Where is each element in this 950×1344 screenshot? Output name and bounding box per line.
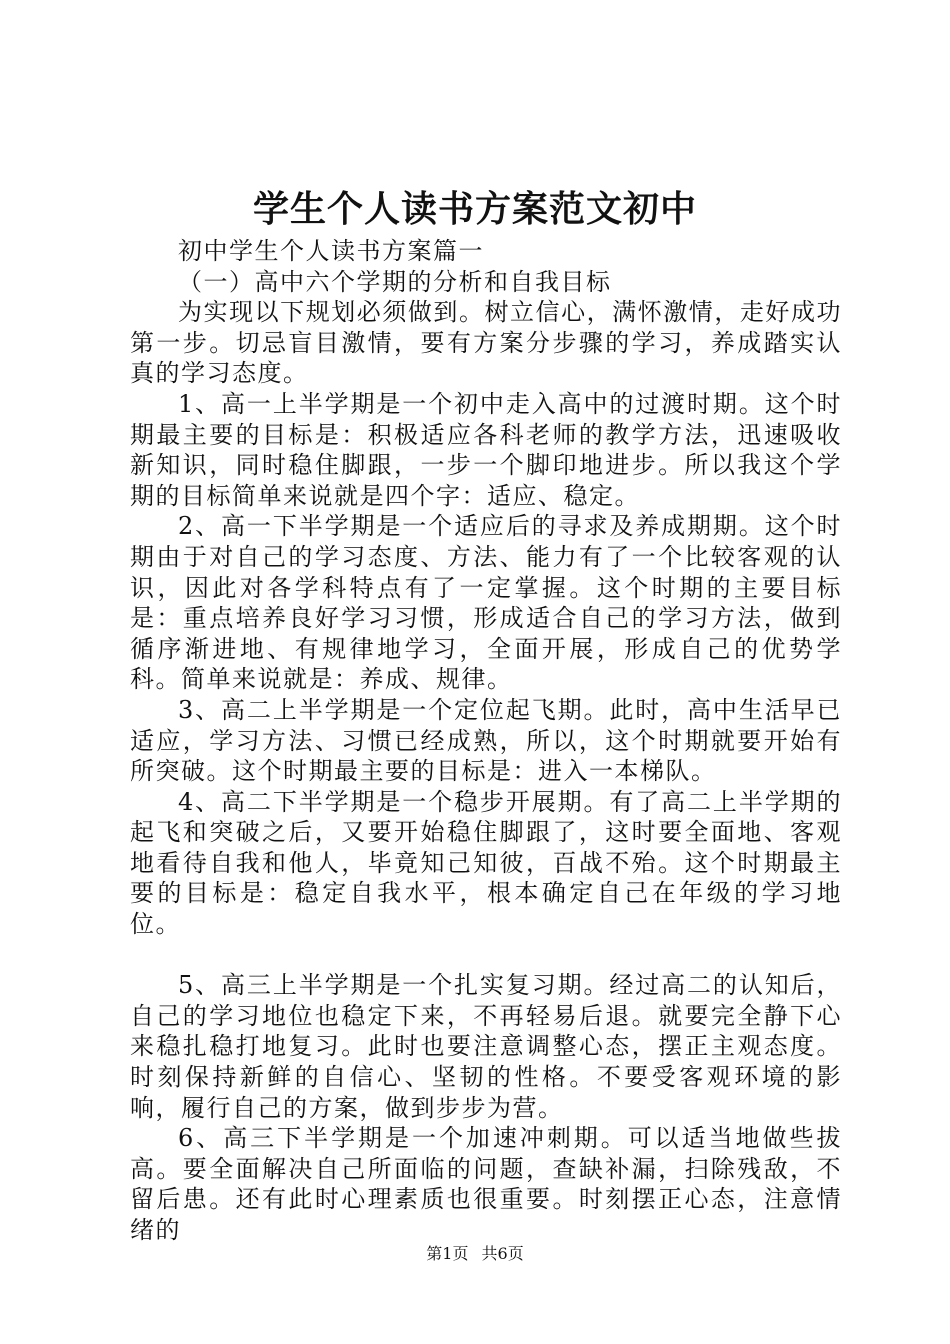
page-footer: [0, 1244, 950, 1264]
paragraph: 5、高三上半学期是一个扎实复习期。经过高二的认知后，自己的学习地位也稳定下来，不再轻易后退。就要完全静下心来稳扎稳打地复习。此时也要注意调整心态，摆正主观态度。时刻保持新鲜的自信心、坚韧的性格。不要受客观环境的影响，履行自己的方案，做到步步为营。: [130, 971, 842, 1122]
paragraph: 为实现以下规划必须做到。树立信心，满怀激情，走好成功第一步。切忌盲目激情，要有方案分步骤的学习，养成踏实认真的学习态度。: [130, 298, 842, 388]
paragraph: 1、高一上半学期是一个初中走入高中的过渡时期。这个时期最主要的目标是：积极适应各科老师的教学方法，迅速吸收新知识，同时稳住脚跟，一步一个脚印地进步。所以我这个学期的目标简单来说就是四个字：适应、稳定。: [130, 389, 842, 510]
paragraph: 2、高一下半学期是一个适应后的寻求及养成期期。这个时期由于对自己的学习态度、方法、能力有了一个比较客观的认识，因此对各学科特点有了一定掌握。这个时期的主要目标是：重点培养良好学习习惯，形成适合自己的学习方法，做到循序渐进地、有规律地学习，全面开展，形成自己的优势学科。简单来说就是：养成、规律。: [130, 512, 842, 694]
document-title: 学生个人读书方案范文初中: [252, 188, 697, 230]
subsection-heading: （一）高中六个学期的分析和自我目标: [178, 267, 612, 296]
paragraph: 6、高三下半学期是一个加速冲刺期。可以适当地做些拔高。要全面解决自己所面临的问题，查缺补漏，扫除残敌，不留后患。还有此时心理素质也很重要。时刻摆正心态，注意情绪的: [130, 1124, 842, 1244]
section-heading: 初中学生个人读书方案篇一: [178, 237, 484, 265]
page-total: 共6页: [481, 1244, 524, 1263]
paragraph: 4、高二下半学期是一个稳步开展期。有了高二上半学期的起飞和突破之后，又要开始稳住脚跟了，这时要全面地、客观地看待自我和他人，毕竟知己知彼，百战不殆。这个时期最主要的目标是：稳定自我水平，根本确定自己在年级的学习地位。: [130, 787, 842, 939]
page-number: 第1页: [426, 1244, 469, 1263]
document-body: [130, 236, 842, 1246]
paragraph: 3、高二上半学期是一个定位起飞期。此时，高中生活早已适应，学习方法、习惯已经成熟，所以，这个时期就要开始有所突破。这个时期最主要的目标是：进入一本梯队。: [130, 695, 842, 786]
